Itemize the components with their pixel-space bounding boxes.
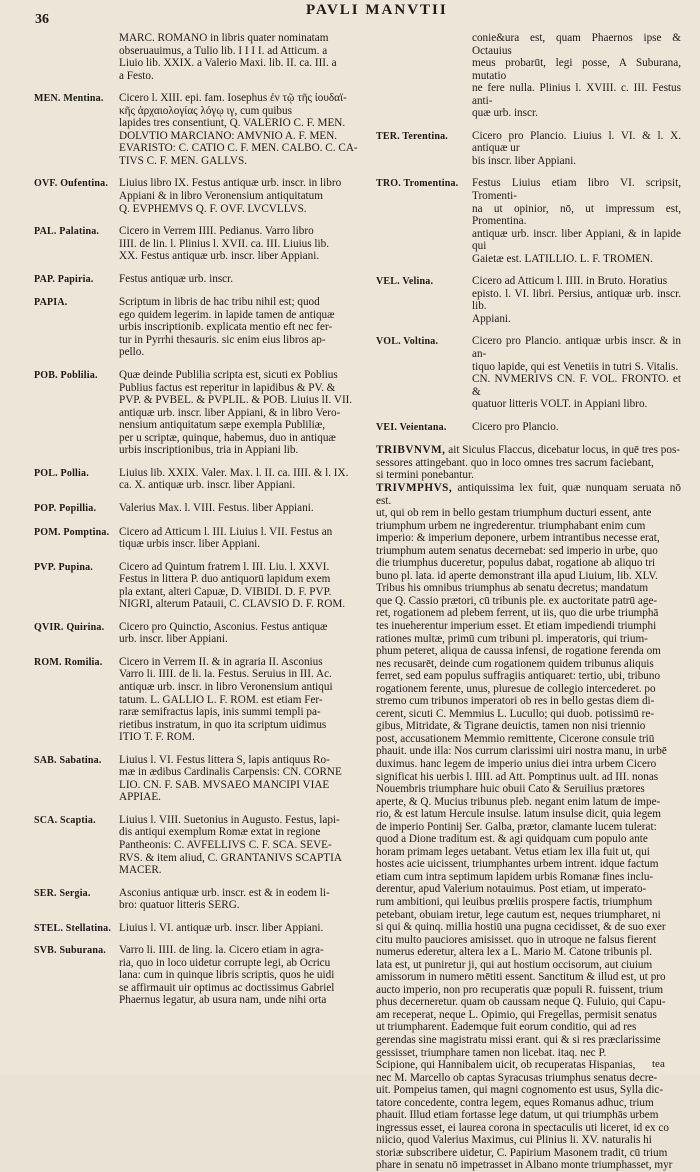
text-line: etiam cum intra septimum lapidem urbis Romanæ fines inclu- — [376, 870, 654, 883]
text-line: Quæ deinde Publilia scripta est, sicuti ex Poblius — [119, 369, 338, 382]
text-line: PVP. & PVBEL. & PVPLIL. & POB. Liuius lI. VII. — [119, 394, 353, 407]
entry-definition — [119, 944, 369, 1007]
tribe-term: ROM. Romilia. — [34, 656, 103, 668]
text-line: tatum. L. GALLIO L. F. ROM. est etiam Fer- — [119, 693, 323, 706]
text-line: urbis inscriptionibus, tria in Appiani lib. — [119, 444, 299, 457]
text-line: antiquæ urb. inscr. liber Appiani, & in libro Vero- — [119, 406, 341, 419]
glossary-entry — [34, 273, 369, 287]
glossary-entry — [376, 32, 681, 120]
text-line: uit. Pompeius tamen, qui magni cognomento est usus, Sylla dic- — [376, 1084, 664, 1097]
text-line: IIII. de lin. l. Plinius l. XVII. ca. III. Liuius lib. — [119, 237, 330, 250]
text-line: lana: cum in quinque libris scriptis, quos he uidi — [119, 969, 335, 982]
tribe-term: PAPIA. — [34, 297, 68, 309]
page-header — [0, 0, 700, 26]
text-line: phus decerneretur. quam ob caussam neque Q. Fuluio, qui Capu- — [376, 996, 666, 1009]
entry-definition — [119, 754, 369, 804]
text-line: Liuius lib. XXIX. Valer. Max. l. II. ca. IIII. & l. IX. — [119, 466, 349, 479]
glossary-entry — [34, 92, 369, 167]
glossary-entry — [34, 502, 369, 516]
text-line: dis antiqui exemplum Romæ extat in regione — [119, 826, 321, 839]
text-line: de imperio Pontinij Ser. Galba, prætor, clamante lucem tulerat: — [376, 820, 657, 833]
text-line: que Q. Cassio prætori, cū tribunis ple. ex auctoritate patrū age- — [376, 594, 658, 607]
text-line: Scriptum in libris de hac tribu nihil est; quod — [119, 296, 320, 309]
text-line: a Festo. — [119, 69, 154, 82]
entry-definition — [472, 130, 681, 168]
text-line: amissorum in numero mētiti essent. Sanctitum & illud est, ut pro — [376, 971, 666, 984]
text-line: gerendas sine magistratu missi erant. qui & si res præclarissime — [376, 1034, 661, 1047]
prose-paragraph — [376, 444, 681, 482]
glossary-entry — [376, 130, 681, 168]
text-line: die triumphus duceretur, populus dabat, rogatione ab aliquo tri — [376, 557, 656, 570]
text-line: per u scriptæ, quinque, habemus, duo in antiquæ — [119, 431, 336, 444]
tribe-term: SVB. Suburana. — [34, 945, 106, 957]
text-line: urb. inscr. liber Appiani. — [119, 633, 228, 646]
glossary-entry — [34, 225, 369, 263]
text-line: si qui & quinq. millia hostiū una pugna cecidisset, & de suo exer — [376, 921, 666, 934]
text-line: rogationem ferente, unus, pluresue de collegio intercederet. po — [376, 682, 656, 695]
tribe-term: POM. Pomptina. — [34, 526, 110, 538]
text-line: rio, & est latum Hercule insulse. latum insulse dicit, quia legem — [376, 808, 661, 821]
glossary-entry — [34, 526, 369, 551]
text-line: ut triumpharent. Eademque fuit eorum conditio, qui ad res — [376, 1021, 637, 1034]
text-line: phare in senatu nō impetrasset in Albano monte triumphasset, myr — [376, 1159, 673, 1172]
text-line: κῆς ἀρχαιολογίας λόγῳ ιγ, cum quibus — [119, 104, 292, 117]
entry-definition — [119, 814, 369, 877]
tribe-term — [376, 32, 472, 33]
text-line: citu multo pauciores amisisset. quo in utroque ne falsus fierent — [376, 933, 657, 946]
tribe-term: MEN. Mentina. — [34, 93, 104, 105]
text-line: lapides tres consentiunt, Q. VALERIO C. F. MEN. — [119, 117, 346, 130]
entry-definition — [472, 275, 681, 325]
text-line: mæ in ædibus Cardinalis Carpensis: CN. CORNE — [119, 766, 342, 779]
text-line: ingressus esset, ei laurea corona in spectaculis uti liceret, id ex co — [376, 1121, 669, 1134]
text-line: post, accusationem Memmio remittente, Cicerone consule triū — [376, 732, 655, 745]
text-line — [376, 444, 681, 457]
text-line: raræ semifractus lapis, inis summi templi pa- — [119, 706, 321, 719]
running-title: PAVLI MANVTII — [306, 2, 448, 18]
text-line: significat his uerbis l. IIII. ad Att. Pomptinus uult. ad III. nonas — [376, 770, 659, 783]
text-line: storiæ subscribere uidetur, C. Papirium Masonem tradit, cū trium — [376, 1146, 668, 1159]
entry-definition — [472, 32, 681, 120]
text-line: Tribus his omnibus triumphus ab senatu decretus; mandatum — [376, 582, 649, 595]
text-line: tiquæ urbis inscr. liber Appiani. — [119, 538, 261, 551]
text-line: aucto imperio, non pro recuperatis quæ populi R. fuissent, trium — [376, 983, 664, 996]
text-line: Cicero pro Plancio. antiquæ urbis inscr. & in an- — [472, 335, 681, 361]
text-line: Valerius Max. l. VIII. Festus. liber Appiani. — [119, 501, 314, 514]
glossary-entry — [376, 275, 681, 325]
tribe-term: SAB. Sabatina. — [34, 754, 102, 766]
page-number: 36 — [35, 12, 49, 27]
tribe-term: PAP. Papiria. — [34, 273, 94, 285]
entry-definition — [119, 502, 369, 515]
tribe-term: TER. Terentina. — [376, 130, 448, 142]
text-line: Liuius l. VI. Festus littera S, lapis antiquus Ro- — [119, 753, 330, 766]
text-line: urbis inscriptionib. explicata mentio eft nec fer- — [119, 321, 333, 334]
tribe-term: VEI. Veientana. — [376, 421, 447, 433]
text-line: NIGRI, alterum Patauii, C. CLAVSIO D. F. ROM. — [119, 598, 346, 611]
text-line: MACER. — [119, 864, 162, 877]
text-line: rietibus instratum, in quo ita scriptum uidimus — [119, 718, 327, 731]
lead-word: TRIVMPHVS, — [376, 481, 453, 494]
text-line: tur in Pyrrhi thesauris. sic enim eius libros ap- — [119, 333, 326, 346]
entry-definition — [472, 335, 681, 410]
entry-definition — [119, 369, 369, 457]
text-line: Nouembris triumphare huic obuii Cato & Seruilius prætores — [376, 783, 645, 796]
right-column — [376, 32, 681, 1172]
text-line: nec M. Marcello ob captas Syracusas triumphus senatus decre- — [376, 1071, 658, 1084]
glossary-entry — [34, 944, 369, 1007]
text-line: tes inueherentur imperium esset. Et etiam impediendi triumphi — [376, 619, 657, 632]
entry-definition — [119, 922, 369, 935]
text-line: RVS. & item aliud, C. GRANTANIVS SCAPTIA — [119, 851, 342, 864]
text-line: Appiani. — [472, 312, 511, 325]
text-line: imperio: & imperium deponere, urbem intrantibus necesse erat, — [376, 532, 660, 545]
text-line: Pantheonis: C. AVFELLIVS C. F. SCA. SEVE- — [119, 838, 332, 851]
entry-definition — [472, 421, 681, 434]
glossary-entry — [34, 621, 369, 646]
text-line: Liuius libro IX. Festus antiquæ urb. inscr. in libro — [119, 177, 342, 190]
text-line: gessisset, triumphare tamen non licebat. itaq. nec P. — [376, 1046, 607, 1059]
entry-definition — [119, 177, 369, 215]
text-line: niicio, quod Valerius Maximus, cui Plinius li. XV. naturalis hi — [376, 1134, 652, 1147]
tribe-term: POL. Pollia. — [34, 467, 89, 479]
text-line: si termini ponebantur. — [376, 469, 474, 482]
text-line: se affirmauit uir optimus ac doctissimus Gabriel — [119, 981, 335, 994]
tribe-term: SCA. Scaptia. — [34, 814, 96, 826]
text-line: derentur, apud Valerium notauimus. Post etiam, ut imperato- — [376, 883, 647, 896]
text-line: na ut opinior, nō, ut impressum est, Promentina. — [472, 202, 681, 228]
text-line: quod a Dione traditum est. & agi quidquam cum populo ante — [376, 833, 648, 846]
glossary-entry — [34, 369, 369, 457]
text-line: nes recusarēt, deinde cum rogationem quidem tribunus aliquis — [376, 657, 654, 670]
text-line: lata est, ut puniretur ji, qui aut hostium occisorum, aut ciuium — [376, 958, 653, 971]
text-line: TIVS C. F. MEN. GALLVS. — [119, 154, 247, 167]
glossary-entry — [34, 922, 369, 936]
text-line: triumphum urbem ne ingrederentur. triumphabant enim cum — [376, 519, 646, 532]
tribe-term: TRO. Tromentina. — [376, 178, 459, 190]
text-line: Cicero in Verrem IIII. Pedianus. Varro libro — [119, 225, 314, 238]
text-line: Cicero pro Quinctio, Asconius. Festus antiquæ — [119, 620, 328, 633]
text-line: hostes acie uicissent, triumphantes urbem intrent. idque factum — [376, 858, 659, 871]
text-line: sessores attingebant. quo in loco omnes tres sacrum faciebant, — [376, 456, 654, 469]
text-line: Asconius antiquæ urb. inscr. est & in eodem li- — [119, 886, 330, 899]
entry-definition — [472, 177, 681, 265]
text-line: phum peteret, aliqua de caussa infensi, de rogatione ferenda om — [376, 645, 661, 658]
tribe-term — [34, 32, 119, 33]
entry-definition — [119, 887, 369, 912]
text-line: episto. l. VI. libri. Persius, antiquæ urb. inscr. lib. — [472, 287, 681, 313]
text-line: triumphum autem senatus decernebat: sed imperio in urbe, quo — [376, 544, 658, 557]
text-line: aperte, & Q. Mucius tribunus pleb. negant enim latum de impe- — [376, 795, 661, 808]
text-line: Liuio lib. XXIX. a Valerio Maxi. lib. II. ca. III. a — [119, 57, 337, 70]
text-line: Gaietæ est. LATILLIO. L. F. TROMEN. — [472, 252, 653, 265]
text-line: rum ambitioni, qui leuibus prœliis prospere factis, triumphum — [376, 896, 653, 908]
text-line: nensium antiquitatum sæpe exempla Publiliæ, — [119, 419, 326, 432]
text-line: phauit. Illud etiam fortasse lege datum, ut qui triumphās urbem — [376, 1109, 659, 1122]
text-line: ca. X. antiquæ urb. inscr. liber Appiani. — [119, 479, 296, 492]
left-column — [34, 32, 369, 1016]
text-line: bis inscr. liber Appiani. — [472, 154, 577, 167]
text-line: Cicero ad Quintum fratrem l. III. Liu. l. XXVI. — [119, 560, 330, 573]
entry-definition — [119, 92, 369, 167]
text-line: tiquo lapide, qui est Venetiis in tutri S. Vitalis. — [472, 360, 679, 373]
tribe-term: POB. Poblilia. — [34, 370, 98, 382]
tribe-term: POP. Popillia. — [34, 502, 97, 514]
text-line: horam primam leges uetabant. Vetus etiam lex illa fuit ut, qui — [376, 845, 650, 858]
text-line: Scipione, qui Hannibalem uicit, ob recuperatas Hispanias, — [376, 1059, 636, 1072]
tribe-term: QVIR. Quirina. — [34, 621, 105, 633]
tribe-term: OVF. Oufentina. — [34, 178, 109, 190]
glossary-entry — [34, 561, 369, 611]
text-line: obseruauimus, a Tulio lib. I I I I. ad Atticum. a — [119, 44, 328, 57]
text-line: LIO. CN. F. SAB. MVSAEO MANCIPI VIAE — [119, 778, 330, 791]
text-line: Cicero in Verrem II. & in agraria II. Asconius — [119, 655, 323, 668]
tribe-term: SER. Sergia. — [34, 887, 91, 899]
glossary-entry — [34, 887, 369, 912]
text-line: Varro li. IIII. de ling. la. Cicero etiam in agra- — [119, 944, 324, 957]
text-line: Q. EVPHEMVS Q. F. OVF. LVCVLLVS. — [119, 202, 307, 215]
glossary-entry — [376, 335, 681, 410]
catchword: tea — [652, 1058, 665, 1070]
glossary-entry — [34, 814, 369, 877]
text-line: MARC. ROMANO in libris quater nominatam — [119, 32, 329, 44]
entry-definition — [119, 526, 369, 551]
text-line: ria, quo in loco uidetur corrupte legi, ab Ocricu — [119, 956, 331, 969]
text-line: Festus antiquæ urb. inscr. — [119, 272, 234, 285]
text-span: antiquissima lex fuit, quæ nunquam seruata nō est. — [376, 481, 681, 507]
text-line: Cicero pro Plancio. — [472, 420, 559, 433]
glossary-entry — [34, 656, 369, 744]
text-span: ait Siculus Flaccus, dicebatur locus, in quē tres pos- — [448, 444, 681, 457]
text-line: phauit. unde illa: Nos currum clarissimi uiri nostra manu, in urbē — [376, 745, 667, 758]
text-line: cerent, sicuti C. Memmius L. Lucullo; qui duob. potissimū re- — [376, 707, 655, 720]
prose-paragraph — [376, 482, 681, 1172]
text-line: ut, qui ob rem in bello gestam triumphum ducturi essent, ante — [376, 507, 652, 520]
text-line: ret, rogationem ad plebem ferrent, ut iis, quo die urbe triumphā — [376, 607, 659, 620]
text-line: pla extant, alteri Capuæ, D. VIBIDI. D. F. PVP. — [119, 585, 332, 598]
text-line: Varro li. IIII. de li. la. Festus. Seruius in III. Ac. — [119, 668, 332, 681]
entry-definition — [119, 32, 369, 82]
text-line: EVARISTO: C. CATIO C. F. MEN. CALBO. C. CA- — [119, 142, 358, 155]
text-line: XX. Festus antiquæ urb. inscr. liber Appiani. — [119, 250, 320, 263]
text-line: Publius factus est reperitur in lapidibus & PV. & — [119, 381, 336, 394]
text-line: Cicero l. XIII. epi. fam. Iosephus ἐν τῷ τῆς ἰουδαϊ- — [119, 92, 347, 105]
text-line: meus probarūt, legi posse, A Suburana, mutatio — [472, 57, 681, 82]
lead-word: TRIBVNVM, — [376, 444, 446, 457]
glossary-entry — [376, 177, 681, 265]
text-line: Festus Liuius etiam libro VI. scripsit, Tromenti- — [472, 177, 681, 203]
text-line: Liuius l. VIII. Suetonius in Augusto. Festus, lapi- — [119, 813, 340, 826]
text-line: buno pl. lata. id aperte demonstrant illa apud Liuium, lib. XLV. — [376, 569, 658, 582]
text-line: conie&ura est, quam Phaernos ipse & Octauius — [472, 32, 681, 57]
text-line: APPIAE. — [119, 791, 161, 804]
glossary-entry — [34, 296, 369, 359]
entry-definition — [119, 467, 369, 492]
text-line: Appiani & in libro Veronensium antiquitatum — [119, 190, 323, 203]
tribe-term: PAL. Palatina. — [34, 226, 100, 238]
text-line: numerus ederetur, altera lex a L. Mario M. Catone tribunis pl. — [376, 946, 653, 959]
text-line: stremo cum tribunos imperatori ob res in bello gestas diem di- — [376, 695, 655, 708]
entry-definition — [119, 656, 369, 744]
text-line: petebant, obuiam iretur, lege cautum est, neques triumpharet, ni — [376, 908, 661, 921]
text-line: antiquæ urb. inscr. liber Appiani, & in lapide qui — [472, 227, 681, 253]
text-line: ego quidem legerim. in lapide tamen de antiquæ — [119, 308, 335, 321]
text-line: duximus. hanc legem de imperio unius diei intra urbem Cicero — [376, 757, 657, 770]
glossary-entry — [376, 421, 681, 435]
text-line: gibus, Mitridate, & Tigrane deuictis, tamen non nisi triennio — [376, 720, 646, 733]
text-line — [376, 482, 681, 507]
text-line: Festus in littera P. duo antiquorū lapidum exem — [119, 573, 331, 586]
text-line: Cicero pro Plancio. Liuius l. VI. & l. X. antiquæ ur — [472, 129, 681, 155]
entry-definition — [119, 273, 369, 286]
tribe-term: VEL. Velina. — [376, 276, 434, 288]
tribe-term: VOL. Voltina. — [376, 336, 439, 348]
text-line: tatore concedente, contra legem, eques Romanus adhuc, trium — [376, 1096, 654, 1109]
text-line: Phaernus legatur, ab usura nam, unde nihi orta — [119, 994, 327, 1007]
tribe-term: STEL. Stellatina. — [34, 922, 112, 934]
entry-definition — [119, 621, 369, 646]
glossary-entry — [34, 467, 369, 492]
text-line: rationes multæ, primū cum tribuni pl. imperatoris, qui trium- — [376, 632, 648, 645]
text-line: Cicero ad Atticum l. IIII. in Bruto. Horatius — [472, 275, 668, 288]
entry-definition — [119, 296, 369, 359]
entry-definition — [119, 225, 369, 263]
text-line: ne fere nulla. Plinius l. XVIII. c. III. Festus anti- — [472, 82, 681, 107]
text-line: ITIO T. F. ROM. — [119, 731, 195, 744]
text-line: CN. NVMERIVS CN. F. VOL. FRONTO. et & — [472, 373, 681, 398]
glossary-entry — [34, 32, 369, 82]
text-line: Cicero ad Atticum l. III. Liuius l. VII. Festus an — [119, 525, 333, 538]
text-line: antiquæ urb. inscr. in libro Veronensium antiqui — [119, 680, 333, 693]
glossary-entry — [34, 177, 369, 215]
text-line: am receperat, neque L. Opimio, qui Fregellas, permisit senatus — [376, 1008, 657, 1021]
tribe-term: PVP. Pupina. — [34, 561, 93, 573]
text-line: quæ urb. inscr. — [472, 107, 538, 120]
text-line: pello. — [119, 346, 145, 359]
text-line: ferret, sed eam populus suffragiis antiquaret: tertio, ubi, tribuno — [376, 670, 661, 683]
text-line: Liuius l. VI. antiquæ urb. inscr. liber Appiani. — [119, 921, 324, 934]
text-line: DOLVTIO MARCIANO: AMVNIO A. F. MEN. — [119, 129, 338, 142]
text-line: bro: quatuor litteris SERG. — [119, 899, 240, 912]
glossary-entry — [34, 754, 369, 804]
text-line: quatuor litteris VOLT. in Appiani libro. — [472, 398, 648, 411]
entry-definition — [119, 561, 369, 611]
